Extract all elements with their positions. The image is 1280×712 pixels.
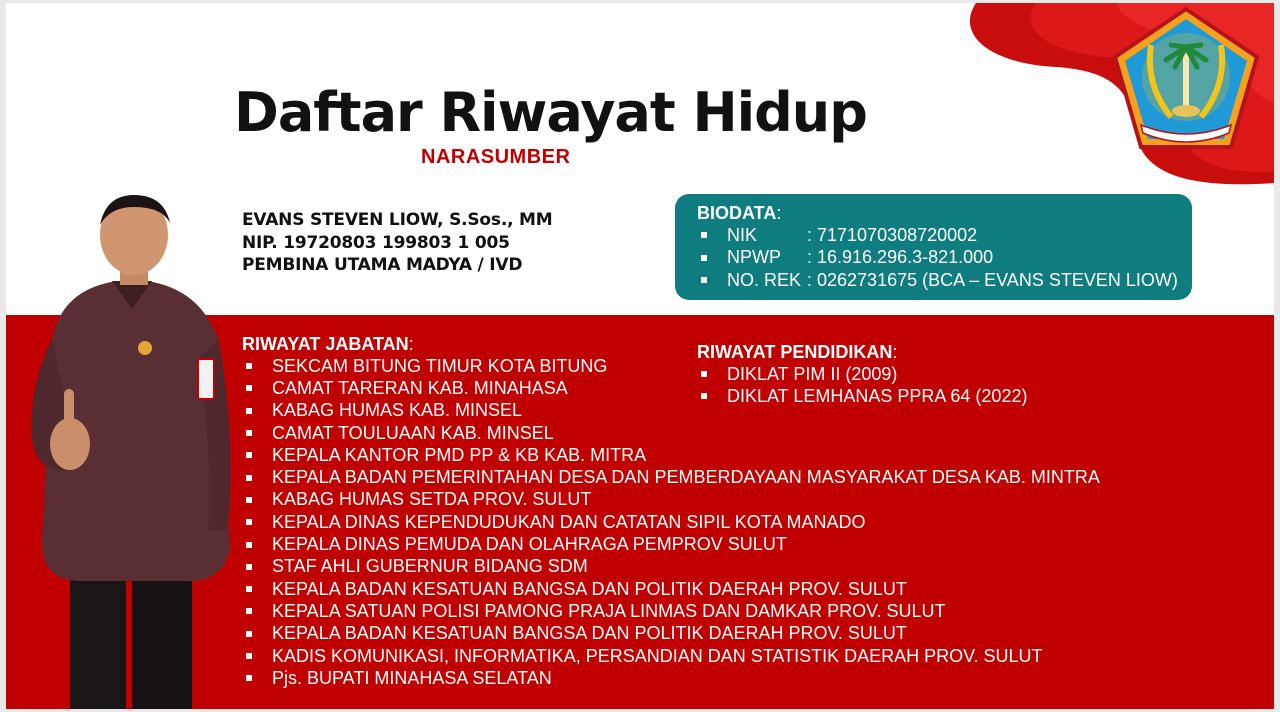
biodata-heading: BIODATA:: [697, 203, 782, 223]
list-item: DIKLAT LEMHANAS PPRA 64 (2022): [697, 385, 1027, 407]
slide: [6, 3, 1274, 709]
list-item: KEPALA BADAN PEMERINTAHAN DESA DAN PEMBERDAYAAN MASYARAKAT DESA KAB. MINTRA: [242, 466, 1100, 488]
person-nip: NIP. 19720803 199803 1 005: [242, 232, 510, 253]
list-item: KADIS KOMUNIKASI, INFORMATIKA, PERSANDIAN DAN STATISTIK DAERAH PROV. SULUT: [242, 645, 1100, 667]
riwayat-pendidikan-section: [697, 341, 1027, 408]
square-bullet-icon: [246, 497, 252, 503]
square-bullet-icon: [246, 675, 252, 681]
list-item: CAMAT TOULUAAN KAB. MINSEL: [242, 422, 1100, 444]
list-item: SEKCAM BITUNG TIMUR KOTA BITUNG: [242, 355, 1100, 377]
biodata-box: [675, 194, 1192, 300]
list-item: Pjs. BUPATI MINAHASA SELATAN: [242, 667, 1100, 689]
riwayat-pendidikan-heading: RIWAYAT PENDIDIKAN:: [697, 342, 898, 362]
list-item: KEPALA BADAN KESATUAN BANGSA DAN POLITIK DAERAH PROV. SULUT: [242, 623, 1100, 645]
square-bullet-icon: [246, 631, 252, 637]
identity-block: [242, 209, 553, 277]
list-item: DIKLAT PIM II (2009): [697, 363, 1027, 385]
square-bullet-icon: [701, 277, 707, 283]
biodata-row-rekening: NO. REK : 0262731675 (BCA – EVANS STEVEN LIOW): [697, 269, 1192, 292]
list-item: KEPALA SATUAN POLISI PAMONG PRAJA LINMAS DAN DAMKAR PROV. SULUT: [242, 600, 1100, 622]
list-item: KEPALA DINAS KEPENDUDUKAN DAN CATATAN SIPIL KOTA MANADO: [242, 511, 1100, 533]
list-item: KABAG HUMAS SETDA PROV. SULUT: [242, 489, 1100, 511]
square-bullet-icon: [246, 385, 252, 391]
person-rank: PEMBINA UTAMA MADYA / IVD: [242, 255, 523, 275]
biodata-row-npwp: NPWP : 16.916.296.3-821.000: [697, 247, 1192, 270]
square-bullet-icon: [246, 653, 252, 659]
square-bullet-icon: [246, 542, 252, 548]
square-bullet-icon: [246, 608, 252, 614]
square-bullet-icon: [246, 519, 252, 525]
person-name: EVANS STEVEN LIOW, S.Sos., MM: [242, 210, 553, 230]
square-bullet-icon: [246, 452, 252, 458]
square-bullet-icon: [246, 363, 252, 369]
list-item: STAF AHLI GUBERNUR BIDANG SDM: [242, 556, 1100, 578]
square-bullet-icon: [246, 564, 252, 570]
list-item: KEPALA DINAS PEMUDA DAN OLAHRAGA PEMPROV SULUT: [242, 533, 1100, 555]
list-item: KABAG HUMAS KAB. MINSEL: [242, 400, 1100, 422]
riwayat-jabatan-heading: RIWAYAT JABATAN:: [242, 334, 414, 354]
square-bullet-icon: [246, 408, 252, 414]
provincial-emblem-icon: [1111, 5, 1261, 151]
portrait-photo: [22, 189, 242, 709]
list-item: KEPALA KANTOR PMD PP & KB KAB. MITRA: [242, 444, 1100, 466]
list-item: CAMAT TARERAN KAB. MINAHASA: [242, 377, 1100, 399]
square-bullet-icon: [701, 393, 707, 399]
square-bullet-icon: [246, 475, 252, 481]
square-bullet-icon: [246, 586, 252, 592]
square-bullet-icon: [701, 371, 707, 377]
biodata-row-nik: NIK : 7171070308720002: [697, 224, 1192, 247]
square-bullet-icon: [701, 255, 707, 261]
page-title: Daftar Riwayat Hidup: [234, 81, 867, 144]
square-bullet-icon: [701, 232, 707, 238]
page-subtitle: NARASUMBER: [421, 146, 571, 168]
list-item: KEPALA BADAN KESATUAN BANGSA DAN POLITIK DAERAH PROV. SULUT: [242, 578, 1100, 600]
square-bullet-icon: [246, 430, 252, 436]
